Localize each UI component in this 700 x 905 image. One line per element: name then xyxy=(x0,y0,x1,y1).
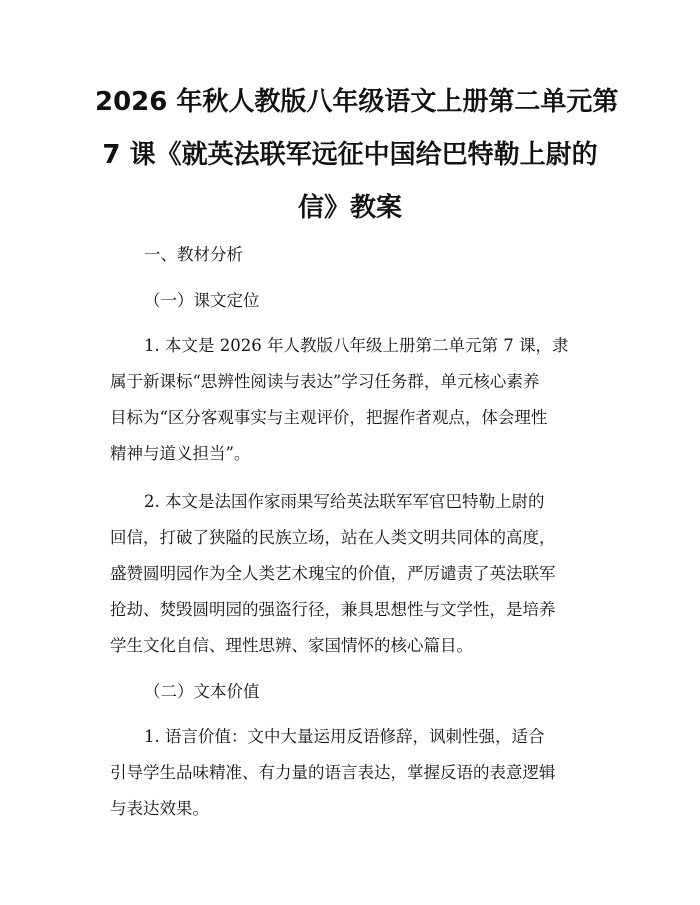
title-line: 2026 年秋人教版八年级语文上册第二单元第 xyxy=(95,87,619,117)
subsection-heading-text-value: （二）文本价值 xyxy=(144,682,260,701)
document-title xyxy=(95,76,619,235)
paragraph-line: 1. 本文是 2026 年人教版八年级上册第二单元第 7 课，隶 xyxy=(144,336,569,355)
paragraph-line: 属于新课标“思辨性阅读与表达”学习任务群，单元核心素养 xyxy=(110,372,540,391)
paragraph-line: 2. 本文是法国作家雨果写给英法联军军官巴特勒上尉的 xyxy=(144,492,545,511)
paragraph-line: 目标为“区分客观事实与主观评价，把握作者观点，体会理性 xyxy=(110,408,548,427)
title-line: 7 课《就英法联军远征中国给巴特勒上尉的 xyxy=(102,140,598,170)
paragraph-line: 学生文化自信、理性思辨、家国情怀的核心篇目。 xyxy=(110,636,473,655)
paragraph-line: 引导学生品味精准、有力量的语言表达，掌握反语的表意逻辑 xyxy=(110,763,556,782)
paragraph-line: 与表达效果。 xyxy=(110,799,209,818)
paragraph-line: 1. 语言价值：文中大量运用反语修辞，讽刺性强，适合 xyxy=(144,727,545,746)
paragraph-line: 抢劫、焚毁圆明园的强盗行径，兼具思想性与文学性，是培养 xyxy=(110,600,556,619)
paragraph-2 xyxy=(110,484,600,664)
paragraph-line: 回信，打破了狭隘的民族立场，站在人类文明共同体的高度， xyxy=(110,528,556,547)
paragraph-line: 盛赞圆明园作为全人类艺术瑰宝的价值，严厉谴责了英法联军 xyxy=(110,564,556,583)
paragraph-1 xyxy=(110,328,600,472)
paragraph-line: 精神与道义担当”。 xyxy=(110,444,251,463)
paragraph-3 xyxy=(110,719,600,827)
section-heading-teaching-analysis: 一、教材分析 xyxy=(144,245,243,264)
title-line: 信》教案 xyxy=(297,193,402,223)
subsection-heading-positioning: （一）课文定位 xyxy=(144,291,260,310)
